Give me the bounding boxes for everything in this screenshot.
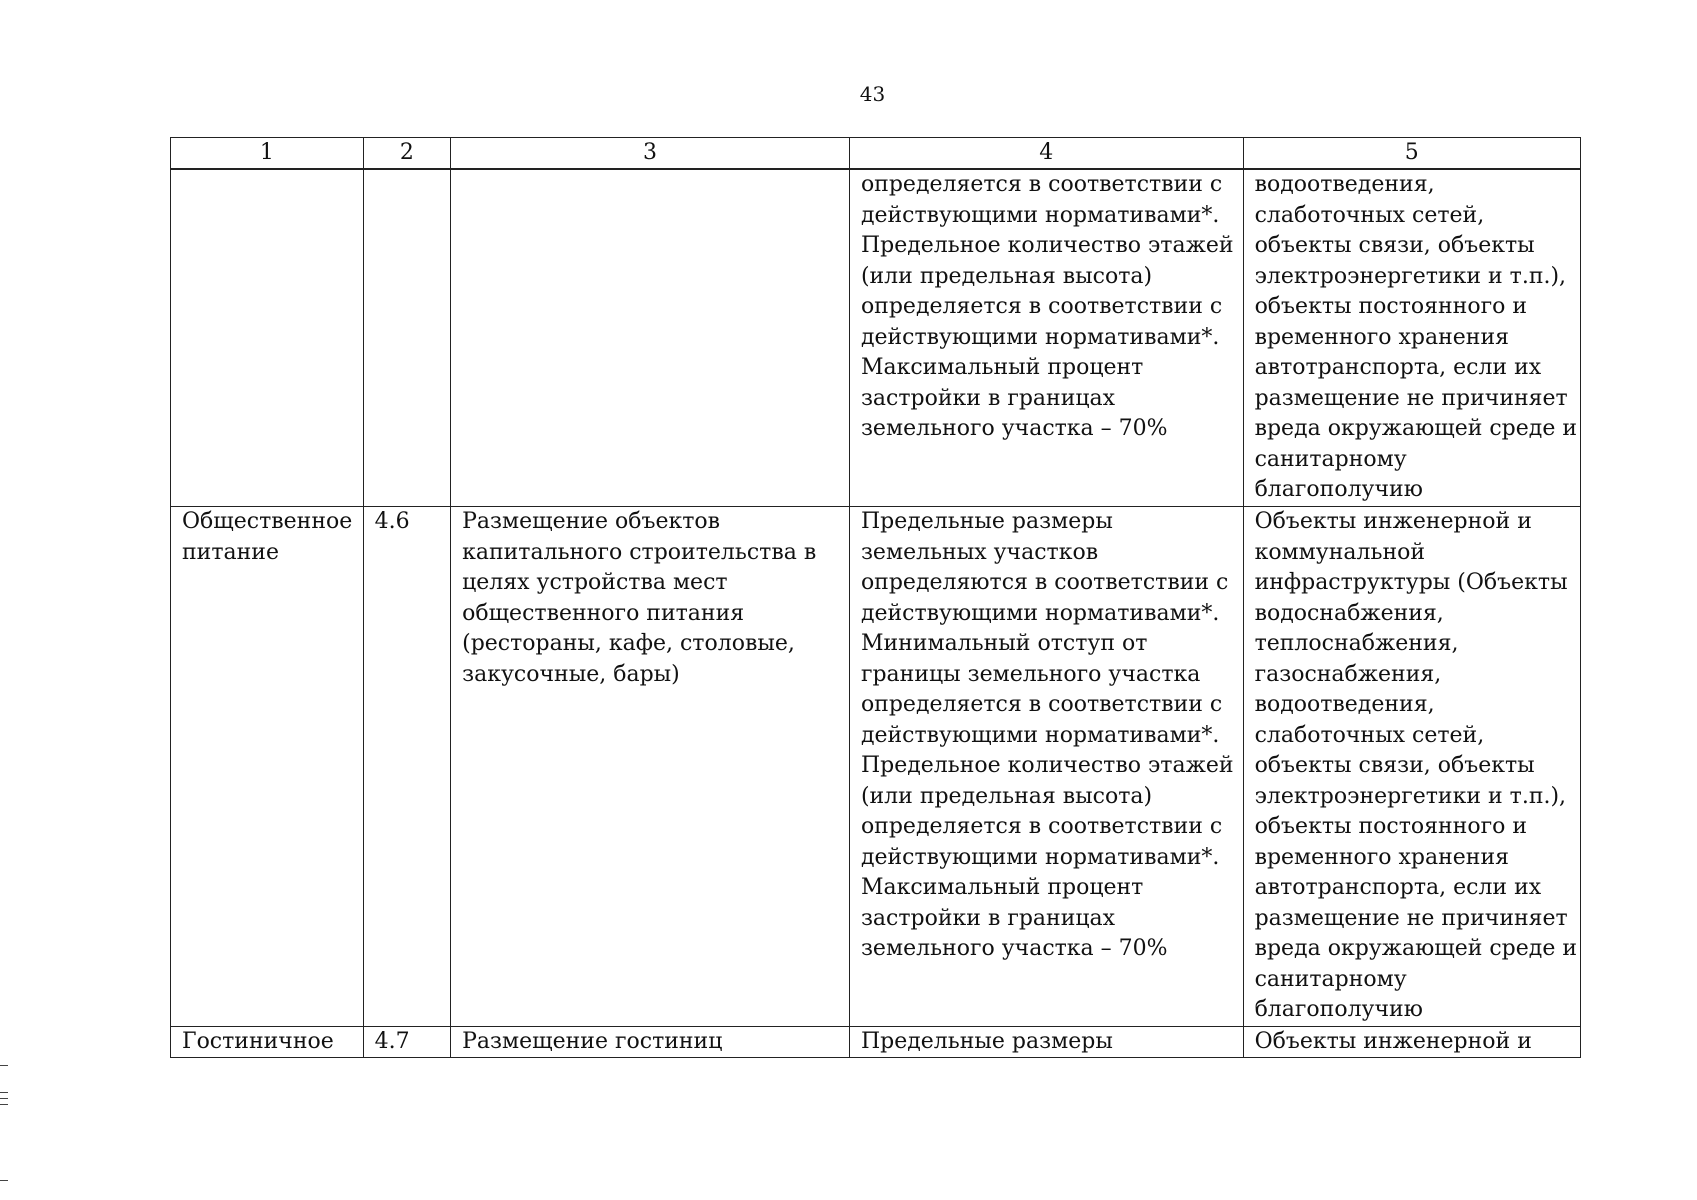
auxiliary-cell: Объекты инженерной и [1243,1026,1580,1058]
use-name-cell [171,169,364,507]
use-name-cell: Общественное питание [171,507,364,1027]
table-row [171,507,1581,1027]
column-header-2: 2 [363,138,450,170]
table-row [171,1026,1581,1058]
table-row [171,169,1581,507]
scan-artifact [0,1180,8,1181]
page-number: 43 [859,82,886,106]
scan-artifact [0,1092,8,1093]
column-header-4: 4 [849,138,1243,170]
description-cell: Размещение объектов капитального строительства в целях устройства мест общественного питания (рестораны, кафе, столовые, закусочные, бары) [451,507,850,1027]
column-header-5: 5 [1243,138,1580,170]
parameters-cell: Предельные размеры [849,1026,1243,1058]
land-use-table [170,137,1581,1058]
auxiliary-cell: водоотведения, слаботочных сетей, объекты связи, объекты электроэнергетики и т.п.), объекты постоянного и временного хранения автотранспорта, если их размещение не причиняет вреда окружающей среде и санитарному благополучию [1243,169,1580,507]
code-cell [363,169,450,507]
description-cell: Размещение гостиниц [451,1026,850,1058]
code-cell: 4.6 [363,507,450,1027]
scan-artifact [0,1104,8,1105]
table-header-row [171,138,1581,170]
scan-artifact [0,1098,8,1099]
column-header-1: 1 [171,138,364,170]
parameters-cell: Предельные размеры земельных участков определяются в соответствии с действующими нормативами*. Минимальный отступ от границы земельного участка определяется в соответствии с действующими нормативами*. Предельное количество этажей (или предельная высота) определяется в соответствии с действующими нормативами*. Максимальный процент застройки в границах земельного участка – 70% [849,507,1243,1027]
auxiliary-cell: Объекты инженерной и коммунальной инфраструктуры (Объекты водоснабжения, теплоснабжения, газоснабжения, водоотведения, слаботочных сетей, объекты связи, объекты электроэнергетики и т.п.), объекты постоянного и временного хранения автотранспорта, если их размещение не причиняет вреда окружающей среде и санитарному благополучию [1243,507,1580,1027]
scan-artifact [0,1065,8,1066]
code-cell: 4.7 [363,1026,450,1058]
use-name-cell: Гостиничное [171,1026,364,1058]
description-cell [451,169,850,507]
parameters-cell: определяется в соответствии с действующими нормативами*. Предельное количество этажей (или предельная высота) определяется в соответствии с действующими нормативами*. Максимальный процент застройки в границах земельного участка – 70% [849,169,1243,507]
column-header-3: 3 [451,138,850,170]
